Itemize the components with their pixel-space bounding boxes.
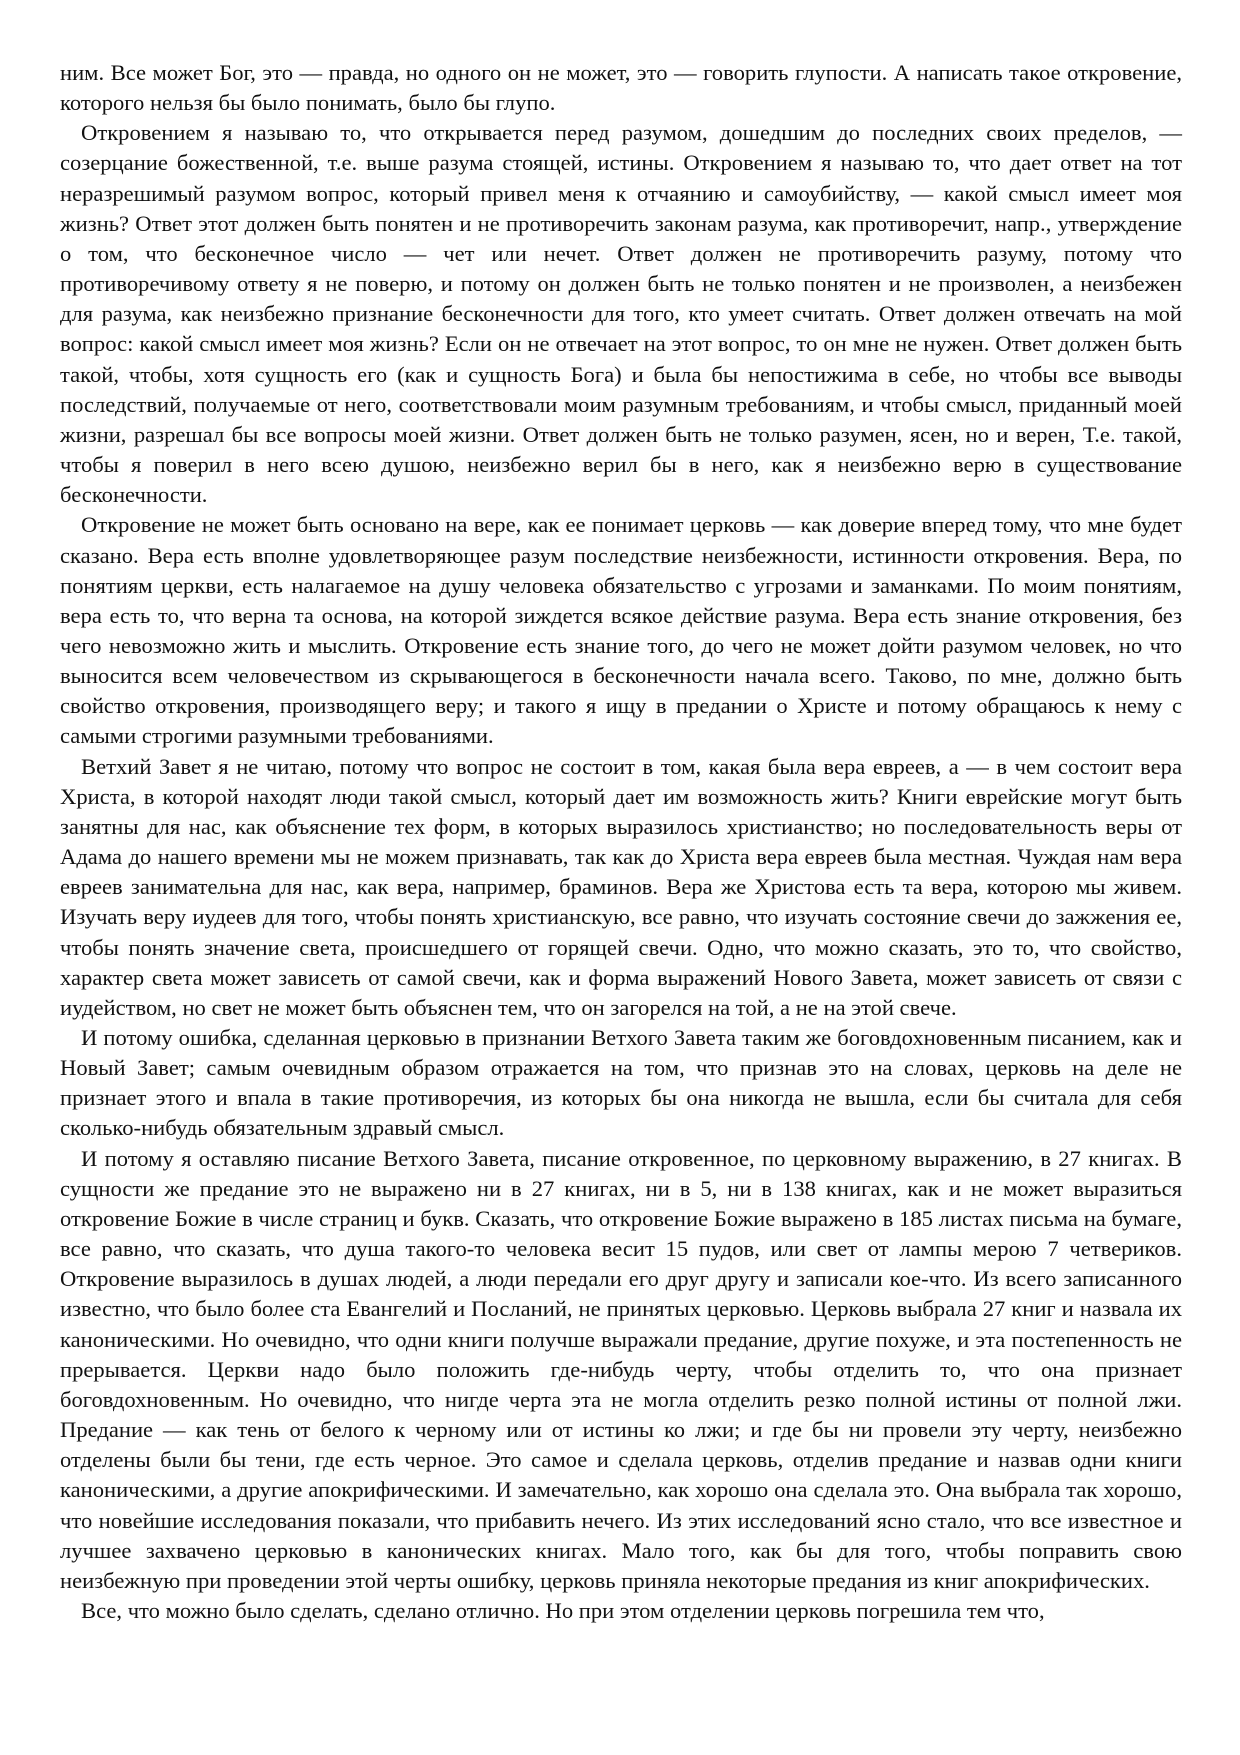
document-page xyxy=(60,58,1182,1626)
paragraph-2: Откровением я называю то, что открывается перед разумом, дошедшим до последних своих пределов, — созерцание божественной, т.е. выше разума стоящей, истины. Откровением я называю то, что дает ответ на тот неразрешимый разумом вопрос, который привел меня к отчаянию и самоубийству, — какой смысл имеет моя жизнь? Ответ этот должен быть понятен и не противоречить законам разума, как противоречит, напр., утверждение о том, что бесконечное число — чет или нечет. Ответ должен не противоречить разуму, потому что противоречивому ответу я не поверю, и потому он должен быть не только понятен и не произволен, а неизбежен для разума, как неизбежно признание бесконечности для того, кто умеет считать. Ответ должен отвечать на мой вопрос: какой смысл имеет моя жизнь? Если он не отвечает на этот вопрос, то он мне не нужен. Ответ должен быть такой, чтобы, хотя сущность его (как и сущность Бога) и была бы непостижима в себе, но чтобы все выводы последствий, получаемые от него, соответствовали моим разумным требованиям, и чтобы смысл, приданный моей жизни, разрешал бы все вопросы моей жизни. Ответ должен быть не только разумен, ясен, но и верен, Т.е. такой, чтобы я поверил в него всею душою, неизбежно верил бы в него, как я неизбежно верю в существование бесконечности. xyxy=(60,120,1182,508)
paragraph-5: И потому ошибка, сделанная церковью в признании Ветхого Завета таким же боговдохновенным писанием, как и Новый Завет; самым очевидным образом отражается на том, что признав это на словах, церковь на деле не признает этого и впала в такие противоречия, из которых бы она никогда не вышла, если бы считала для себя сколько-нибудь обязательным здравый смысл. xyxy=(60,1025,1182,1141)
paragraph-4: Ветхий Завет я не читаю, потому что вопрос не состоит в том, какая была вера евреев, а — в чем состоит вера Христа, в которой находят люди такой смысл, который дает им возможность жить? Книги еврейские могут быть занятны для нас, как объяснение тех форм, в которых выразилось христианство; но последовательность веры от Адама до нашего времени мы не можем признавать, так как до Христа вера евреев была местная. Чуждая нам вера евреев занимательна для нас, как вера, например, браминов. Вера же Христова есть та вера, которою мы живем. Изучать веру иудеев для того, чтобы понять христианскую, все равно, что изучать состояние свечи до зажжения ее, чтобы понять значение света, происшедшего от горящей свечи. Одно, что можно сказать, это то, что свойство, характер света может зависеть от самой свечи, как и форма выражений Нового Завета, может зависеть от связи с иудейством, но свет не может быть объяснен тем, что он загорелся на той, а не на этой свече. xyxy=(60,753,1182,1020)
paragraph-7: Все, что можно было сделать, сделано отлично. Но при этом отделении церковь погрешила тем что, xyxy=(81,1597,1045,1623)
paragraph-3: Откровение не может быть основано на вере, как ее понимает церковь — как доверие вперед тому, что мне будет сказано. Вера есть вполне удовлетворяющее разум последствие неизбежности, истинности откровения. Вера, по понятиям церкви, есть налагаемое на душу человека обязательство с угрозами и заманками. По моим понятиям, вера есть то, что верна та основа, на которой зиждется всякое действие разума. Вера есть знание откровения, без чего невозможно жить и мыслить. Откровение есть знание того, до чего не может дойти разумом человек, но что выносится всем человечеством из скрывающегося в бесконечности начала всего. Таково, по мне, должно быть свойство откровения, производящего веру; и такого я ищу в предании о Христе и потому обращаюсь к нему с самыми строгими разумными требованиями. xyxy=(60,512,1182,749)
paragraph-6: И потому я оставляю писание Ветхого Завета, писание откровенное, по церковному выражению, в 27 книгах. В сущности же предание это не выражено ни в 27 книгах, ни в 5, ни в 138 книгах, как и не может выразиться откровение Божие в числе страниц и букв. Сказать, что откровение Божие выражено в 185 листах письма на бумаге, все равно, что сказать, что душа такого-то человека весит 15 пудов, или свет от лампы мерою 7 четвериков. Откровение выразилось в душах людей, а люди передали его друг другу и записали кое-что. Из всего записанного известно, что было более ста Евангелий и Посланий, не принятых церковью. Церковь выбрала 27 книг и назвала их каноническими. Но очевидно, что одни книги получше выражали предание, другие похуже, и эта постепенность не прерывается. Церкви надо было положить где-нибудь черту, чтобы отделить то, что она признает боговдохновенным. Но очевидно, что нигде черта эта не могла отделить резко полной истины от полной лжи. Предание — как тень от белого к черному или от истины ко лжи; и где бы ни провели эту черту, неизбежно отделены были бы тени, где есть черное. Это самое и сделала церковь, отделив предание и назвав одни книги каноническими, а другие апокрифическими. И замечательно, как хорошо она сделала это. Она выбрала так хорошо, что новейшие исследования показали, что прибавить нечего. Из этих исследований ясно стало, что все известное и лучшее захвачено церковью в канонических книгах. Мало того, как бы для того, чтобы поправить свою неизбежную при проведении этой черты ошибку, церковь приняла некоторые предания из книг апокрифических. xyxy=(60,1145,1182,1593)
paragraph-1: ним. Все может Бог, это — правда, но одного он не может, это — говорить глупости. А написать такое откровение, которого нельзя бы было понимать, было бы глупо. xyxy=(60,60,1182,116)
